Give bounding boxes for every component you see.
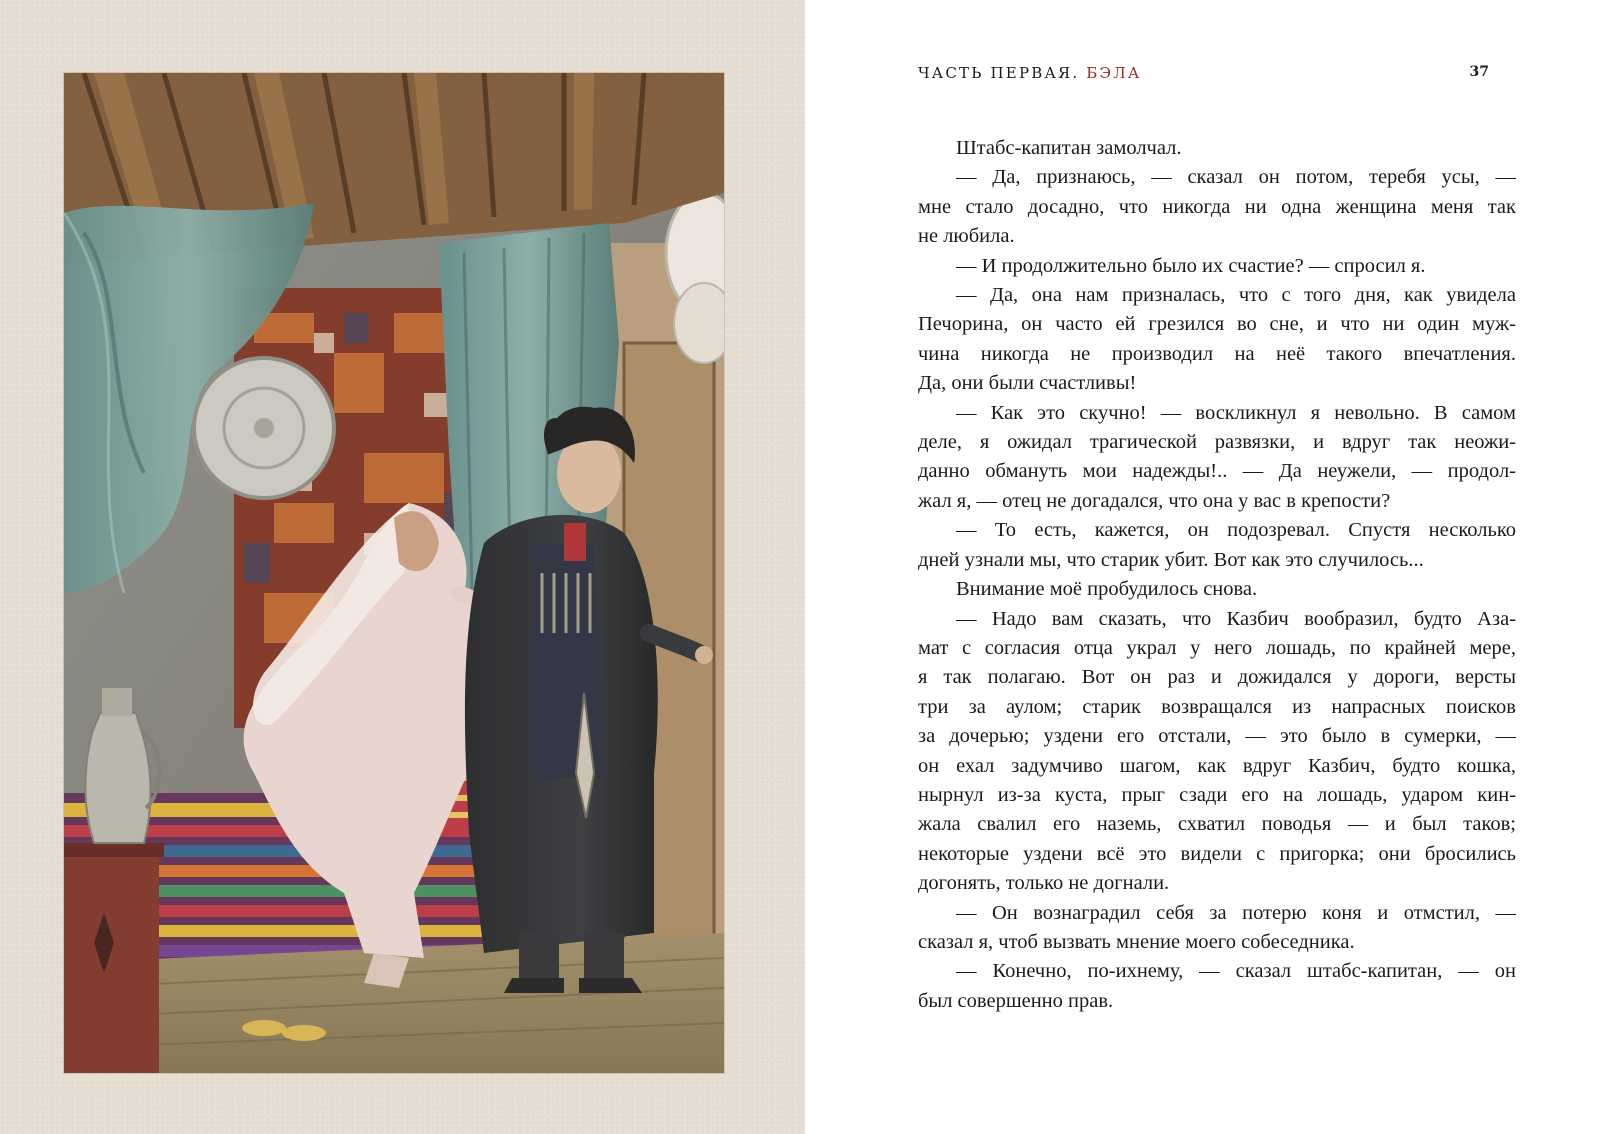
text-line: — Как это скучно! — воскликнул я невольно. В самом	[956, 401, 1516, 424]
paragraph	[918, 575, 1516, 604]
page-number: 37	[1469, 64, 1489, 80]
text-line: — Да, она нам призналась, что с того дня, как увидела	[956, 284, 1516, 307]
text-line: — Да, признаюсь, — сказал он потом, теребя усы, —	[956, 166, 1516, 189]
paragraph	[918, 281, 1516, 399]
text-line: мне стало досадно, что никогда ни одна женщина меня так	[918, 195, 1516, 218]
text-line: — Конечно, по-ихнему, — сказал штабс-капитан, — он	[956, 960, 1516, 983]
paragraph	[918, 605, 1516, 899]
text-line: данно обмануть мои надежды!.. — Да неужели, — продол-	[918, 460, 1516, 483]
text-line: жал я, — отец не догадался, что она у вас в крепости?	[918, 489, 1391, 512]
paragraph	[918, 516, 1516, 575]
paragraph	[918, 399, 1516, 517]
text-line: дней узнали мы, что старик убит. Вот как это случилось...	[918, 548, 1424, 571]
running-head-part: ЧАСТЬ ПЕРВАЯ.	[918, 64, 1080, 82]
text-line: Печорина, он часто ей грезился во сне, и что ни один муж-	[918, 313, 1516, 336]
paragraph	[918, 899, 1516, 958]
text-line: за дочерью; уздени его отстали, — это было в сумерки, —	[918, 725, 1516, 748]
running-head-chapter: БЭЛА	[1086, 64, 1142, 82]
text-line: он ехал задумчиво шагом, как вдруг Казбич, будто кошка,	[918, 754, 1516, 777]
text-line: нырнул из-за куста, прыг сзади его на лошадь, ударом кин-	[918, 783, 1516, 806]
paragraph	[918, 163, 1516, 251]
text-line: деле, я ожидал трагической развязки, и вдруг так неожи-	[918, 431, 1516, 454]
text-line: я так полагаю. Вот он раз и дожидался у дороги, версты	[918, 666, 1516, 689]
text-line: сказал я, чтоб вызвать мнение моего собеседника.	[918, 930, 1355, 953]
text-line: мат с согласия отца украл у него лошадь, по крайней мере,	[918, 636, 1516, 659]
text-line: некоторые уздени всё это видели с пригорка; они бросились	[918, 842, 1516, 865]
paragraph	[918, 134, 1516, 163]
text-line: догонять, только не догнали.	[918, 872, 1170, 895]
text-line: — Он вознаградил себя за потерю коня и отмстил, —	[956, 901, 1516, 924]
right-page	[805, 0, 1606, 1134]
text-line: Да, они были счастливы!	[918, 372, 1137, 395]
text-line: чина никогда не производил на неё такого впечатления.	[918, 342, 1516, 365]
illustration	[64, 73, 724, 1073]
paragraph	[918, 957, 1516, 1016]
text-line: Штабс-капитан замолчал.	[956, 137, 1182, 159]
text-line: — То есть, кажется, он подозревал. Спустя несколько	[956, 519, 1516, 542]
text-line: не любила.	[918, 225, 1015, 248]
text-line: жала свалил его наземь, схватил поводья — и был таков;	[918, 813, 1516, 836]
text-line: три за аулом; старик возвращался из напрасных поисков	[918, 695, 1516, 718]
text-line: был совершенно прав.	[918, 989, 1114, 1012]
paragraph	[918, 252, 1516, 281]
illustration-art	[64, 73, 724, 1073]
text-line: — И продолжительно было их счастие? — спросил я.	[956, 254, 1426, 277]
text-line: — Надо вам сказать, что Казбич вообразил, будто Аза-	[956, 607, 1516, 630]
text-line: Внимание моё пробудилось снова.	[956, 578, 1258, 601]
body-text	[918, 134, 1516, 1016]
running-head	[918, 64, 1141, 82]
